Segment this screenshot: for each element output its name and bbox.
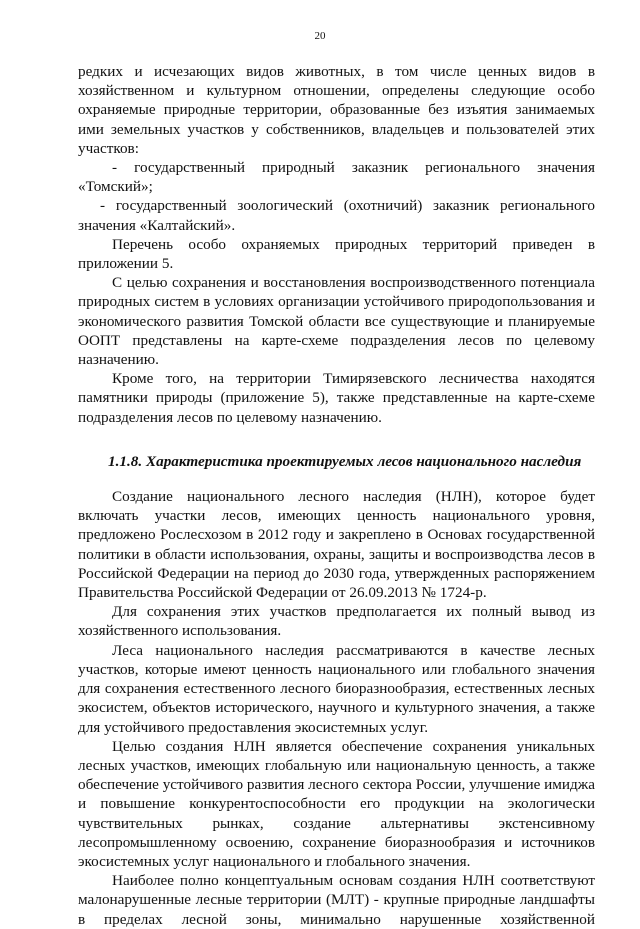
page-number: 20 xyxy=(314,30,326,42)
paragraph-list-reference: Перечень особо охраняемых природных территорий приведен в приложении 5. xyxy=(78,235,595,273)
document-body xyxy=(78,62,595,929)
paragraph-withdrawal: Для сохранения этих участков предполагается их полный вывод из хозяйственного использования. xyxy=(78,603,595,640)
paragraph-mlt: Наиболее полно концептуальным основам создания НЛН соответствуют малонарушенные лесные территории (МЛТ) - крупные природные ландшафты в пределах лесной зоны, минимально нарушенные хозяйственной xyxy=(78,872,595,928)
section-heading: 1.1.8. Характеристика проектируемых лесов национального наследия xyxy=(108,452,582,470)
list-item: - государственный природный заказник регионального значения «Томский»; xyxy=(78,159,595,196)
list-item: - государственный зоологический (охотничий) заказник регионального значения «Калтайский». xyxy=(78,197,595,234)
paragraph-nln-creation: Создание национального лесного наследия (НЛН), которое будет включать участки лесов, имеющих ценность национального уровня, предложено Рослесхозом в 2012 году и закреплено в Основах государственной политики в области использования, охраны, защиты и воспроизводства лесов в Российской Федерации на период до 2030 года, утвержденных распоряжением Правительства Российской Федерации от 26.09.2013 № 1724-р. xyxy=(78,488,595,602)
paragraph-nature-monuments: Кроме того, на территории Тимирязевского лесничества находятся памятники природы (приложение 5), также представленные на карте-схеме подразделения лесов по целевому назначению. xyxy=(78,370,595,426)
paragraph-goal: Целью создания НЛН является обеспечение сохранения уникальных лесных участков, имеющих глобальную или национальную ценность, а также обеспечение устойчивого развития лесного сектора России, улучшение имиджа и повышение конкурентоспособности его продукции на экологически чувствительных рынках, создание альтернативы экстенсивному лесопромышленному освоению, сохранение биоразнообразия и источников экосистемных услуг национального и глобального значения. xyxy=(78,737,595,870)
paragraph-conservation: С целью сохранения и восстановления воспроизводственного потенциала природных систем в условиях организации устойчивого природопользования и экономического развития Томской области все существующие и планируемые ООПТ представлены на карте-схеме подразделения лесов по целевому назначению. xyxy=(78,274,595,369)
paragraph-forests-value: Леса национального наследия рассматриваются в качестве лесных участков, которые имеют ценность национального или глобального значения для сохранения естественного лесного биоразнообразия, естественных лесных экосистем, объектов исторического, научного и культурного значения, а также для устойчивого предоставления экосистемных услуг. xyxy=(78,641,595,736)
paragraph-intro: редких и исчезающих видов животных, в том числе ценных видов в хозяйственном и культурном отношении, определены следующие особо охраняемые природные территории, образованные без изъятия занимаемых ими земельных участков у собственников, владельцев и пользователей этих участков: xyxy=(78,63,595,157)
